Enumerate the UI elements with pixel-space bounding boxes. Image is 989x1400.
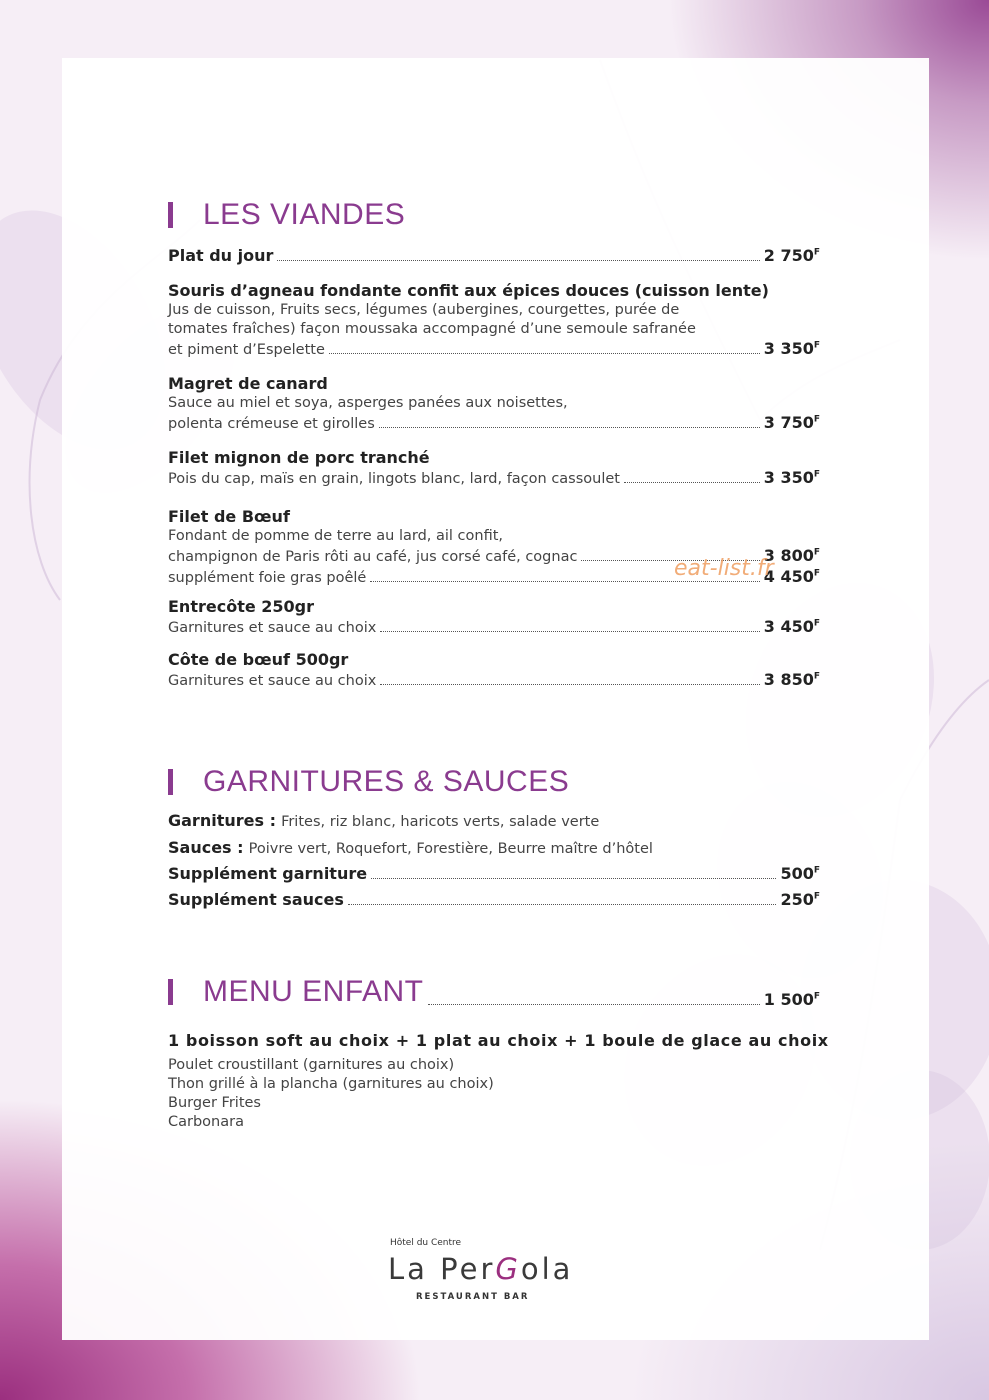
item-name: Filet mignon de porc tranché (168, 448, 430, 467)
formula-text: 1 boisson soft au choix + 1 plat au choix + 1 boule de glace au choix (168, 1031, 829, 1050)
menu-item-plat-du-jour (168, 246, 820, 266)
choice-item: Carbonara (168, 1114, 244, 1130)
choice-item: Poulet croustillant (garnitures au choix) (168, 1057, 455, 1073)
supplement-price: $500^F$ (780, 864, 820, 883)
supplement-label: Supplément sauces (168, 890, 344, 909)
item-supplement-price: 4 $450^F$ (763, 567, 820, 586)
title-bar (168, 979, 173, 1005)
item-price: 3 $850^F$ (763, 670, 820, 689)
menu-item-souris-agneau (168, 281, 820, 360)
item-price: 3 $350^F$ (763, 468, 820, 487)
item-price: 3 $800^F$ (763, 546, 820, 565)
restaurant-logo (388, 1236, 608, 1316)
sauces-label: Sauces : (168, 838, 244, 857)
sauces-line (168, 838, 820, 859)
title-bar (168, 202, 173, 228)
item-price: 2 $750^F$ (763, 246, 820, 265)
choice-item: Burger Frites (168, 1095, 261, 1111)
item-name: Plat du jour (168, 246, 274, 265)
supplement-sauces (168, 890, 820, 910)
menu-item-cote-boeuf (168, 650, 820, 691)
logo-name: La PerGola (388, 1252, 574, 1286)
choice-item: Thon grillé à la plancha (garnitures au choix) (168, 1076, 494, 1092)
section-title-text: LES VIANDES (203, 198, 406, 231)
item-name: Souris d’agneau fondante confit aux épices douces (cuisson lente) (168, 281, 769, 300)
watermark: eat-list.fr (674, 556, 774, 581)
section-title-text: MENU ENFANT (203, 975, 424, 1008)
section-title-enfant (168, 975, 424, 1009)
section-title-viandes (168, 198, 405, 232)
item-supplement: supplément foie gras poêlé (168, 570, 367, 586)
sauces-text: Poivre vert, Roquefort, Forestière, Beurre maître d’hôtel (248, 841, 653, 857)
menu-enfant-formula (168, 1031, 868, 1051)
item-price: 3 $450^F$ (763, 617, 820, 636)
title-bar (168, 769, 173, 795)
item-description: Sauce au miel et soya, asperges panées aux noisettes, (168, 395, 568, 411)
menu-item-entrecote (168, 597, 820, 638)
item-description: et piment d’Espelette (168, 342, 325, 358)
item-description: Fondant de pomme de terre au lard, ail confit, (168, 528, 504, 544)
supplement-price: $250^F$ (780, 890, 820, 909)
item-name: Filet de Bœuf (168, 507, 290, 526)
supplement-garniture (168, 864, 820, 884)
section-title-garnitures (168, 765, 569, 799)
item-description: Garnitures et sauce au choix (168, 673, 377, 689)
menu-enfant-price: 1 $500^F$ (763, 990, 820, 1009)
garnitures-label: Garnitures : (168, 811, 276, 830)
item-description: Jus de cuisson, Fruits secs, légumes (aubergines, courgettes, purée de (168, 302, 680, 318)
menu-enfant-choices (168, 1056, 820, 1132)
section-title-text: GARNITURES & SAUCES (203, 765, 570, 798)
garnitures-text: Frites, riz blanc, haricots verts, salade verte (281, 814, 600, 830)
supplement-label: Supplément garniture (168, 864, 368, 883)
item-description: polenta crémeuse et girolles (168, 416, 375, 432)
menu-item-filet-mignon (168, 448, 820, 489)
item-description: tomates fraîches) façon moussaka accompagné d’une semoule safranée (168, 321, 696, 337)
garnitures-line (168, 811, 820, 832)
item-name: Côte de bœuf 500gr (168, 650, 349, 669)
item-description: champignon de Paris rôti au café, jus corsé café, cognac (168, 549, 578, 565)
item-price: 3 $350^F$ (763, 339, 820, 358)
menu-enfant-header (168, 975, 820, 1009)
item-name: Magret de canard (168, 374, 328, 393)
item-price: 3 $750^F$ (763, 413, 820, 432)
item-name: Entrecôte 250gr (168, 597, 314, 616)
item-description: Garnitures et sauce au choix (168, 620, 377, 636)
logo-hotel-text: Hôtel du Centre (390, 1238, 462, 1248)
logo-subtitle: RESTAURANT BAR (416, 1292, 530, 1302)
item-description: Pois du cap, maïs en grain, lingots blanc, lard, façon cassoulet (168, 471, 620, 487)
menu-item-magret (168, 374, 820, 434)
